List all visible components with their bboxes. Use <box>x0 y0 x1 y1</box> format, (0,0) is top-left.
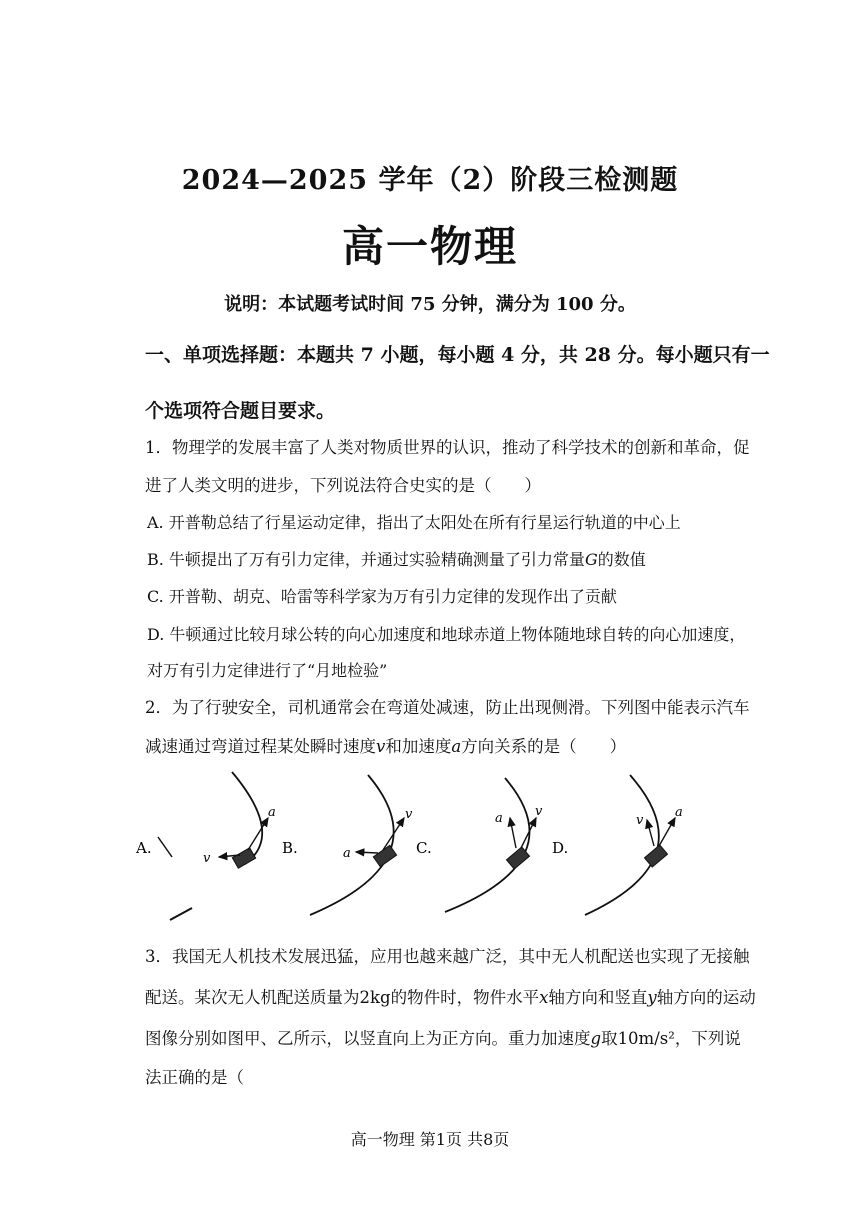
q1-option-b <box>147 547 646 570</box>
arrow-a-c <box>510 818 516 848</box>
q3-text-f: 取 <box>601 1029 618 1048</box>
curve-c <box>445 778 530 912</box>
car-a <box>232 848 255 868</box>
page-footer: 高一物理 第1页 共8页 <box>350 1130 510 1149</box>
symbol-a: a <box>451 737 462 756</box>
label-a-a: a <box>268 805 276 820</box>
q2-stem-text-end: 方向关系的是（ ） <box>461 737 627 756</box>
subject-title: 高一物理 <box>341 222 518 271</box>
figure-label-c: C. <box>416 839 432 857</box>
label-a-c: a <box>495 811 503 826</box>
label-v-b: v <box>405 807 413 822</box>
q2-stem-text-mid: 和加速度 <box>385 737 452 756</box>
q3-stem-line4: 法正确的是（ <box>145 1068 244 1087</box>
label-v-a: v <box>203 851 211 866</box>
symbol-x: x <box>539 988 549 1007</box>
q3-text-a: 配送。某次无人机配送质量为 <box>145 988 360 1007</box>
curve-b <box>310 775 394 915</box>
mass-value: 2kg <box>359 988 391 1007</box>
label-v-d: v <box>636 813 644 828</box>
q1-option-b-tail: 的数值 <box>597 550 646 569</box>
figure-label-d: D. <box>552 839 569 857</box>
q3-stem-line3 <box>145 1025 741 1049</box>
section-heading-line2: 个选项符合题目要求。 <box>145 400 336 422</box>
arrow-v-d <box>647 820 654 846</box>
q2-stem-line2 <box>145 733 626 757</box>
symbol-y: y <box>647 988 657 1007</box>
q2-figure <box>0 760 860 930</box>
g-value: 10m/s² <box>617 1029 675 1048</box>
arrow-a-a <box>248 818 268 850</box>
q1-option-d-line1: D. 牛顿通过比较月球公转的向心加速度和地球赤道上物体随地球自转的向心加速度， <box>147 625 746 644</box>
q3-text-e: 图像分别如图甲、乙所示，以竖直向上为正方向。重力加速度 <box>145 1029 591 1048</box>
label-a-d: a <box>675 805 683 820</box>
label-a-b: a <box>343 846 351 861</box>
q2-stem-line1: 2．为了行驶安全，司机通常会在弯道处减速，防止出现侧滑。下列图中能表示汽车 <box>145 698 750 717</box>
q3-text-d: 轴方向的运动 <box>656 988 756 1007</box>
q1-option-d-line2: 对万有引力定律进行了“月地检验” <box>147 661 388 680</box>
q3-stem-line1: 3．我国无人机技术发展迅猛，应用也越来越广泛，其中无人机配送也实现了无接触 <box>145 947 750 966</box>
label-v-c: v <box>535 804 543 819</box>
symbol-g: G <box>584 550 598 569</box>
q3-text-c: 轴方向和竖直 <box>548 988 648 1007</box>
symbol-v: v <box>376 737 386 756</box>
q1-option-a: A. 开普勒总结了行星运动定律，指出了太阳处在所有行星运行轨道的中心上 <box>147 513 681 532</box>
car-d <box>644 845 667 867</box>
q1-stem-line2: 进了人类文明的进步，下列说法符合史实的是（ ） <box>145 476 541 495</box>
exam-note: 说明：本试题考试时间 75 分钟，满分为 100 分。 <box>224 294 636 315</box>
q3-stem-line2 <box>145 984 756 1008</box>
q2-stem-text: 减速通过弯道过程某处瞬时速度 <box>145 737 376 756</box>
q1-option-b-text: B. 牛顿提出了万有引力定律，并通过实验精确测量了引力常量 <box>147 550 585 569</box>
exam-title: 2024—2025 学年（2）阶段三检测题 <box>181 165 679 196</box>
curve-d <box>585 775 659 915</box>
q3-text-b: 的物件时，物件水平 <box>390 988 540 1007</box>
q1-stem-line1: 1．物理学的发展丰富了人类对物质世界的认识，推动了科学技术的创新和革命，促 <box>145 438 750 457</box>
section-heading-line1: 一、单项选择题：本题共 7 小题，每小题 4 分，共 28 分。每小题只有一 <box>145 344 770 366</box>
arrow-a-d <box>659 818 675 846</box>
q3-text-g: ，下列说 <box>674 1029 741 1048</box>
curve-a-lower <box>170 908 192 920</box>
symbol-g-accel: g <box>590 1029 602 1048</box>
arrow-a-b <box>356 852 378 853</box>
q1-option-c: C. 开普勒、胡克、哈雷等科学家为万有引力定律的发现作出了贡献 <box>147 587 617 606</box>
figure-label-a: A. <box>136 839 152 857</box>
car-b <box>373 845 396 866</box>
figure-label-b: B. <box>282 839 298 857</box>
scan-mark <box>158 837 172 857</box>
